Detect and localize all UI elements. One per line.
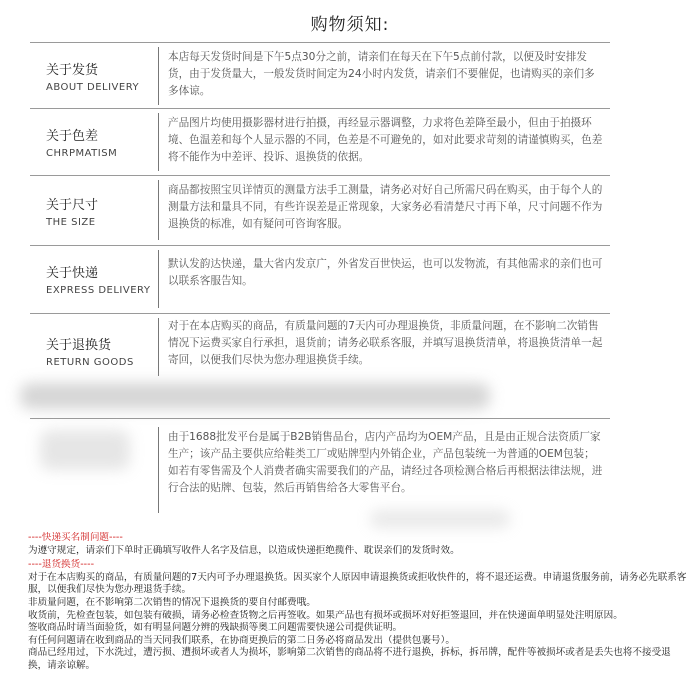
section-title-en: THE SIZE bbox=[46, 217, 96, 228]
blurred-region bbox=[370, 510, 510, 528]
section-delivery bbox=[30, 42, 610, 109]
notes-line: 签收商品时请当面验货，如有明显问题分辨的残缺损等奥工问题需要快递公司提供证明。 bbox=[28, 622, 403, 634]
section-label bbox=[46, 59, 139, 93]
notes-line: 非质量问题，在不影响第二次销售的情况下退换货的要自付邮费哦。 bbox=[28, 596, 316, 608]
notes-line: 对于在本店购买的商品，有质量问题的7天内可予办理退换货。因买家个人原因申请退换货或拒收快件的，将不退还运费。申请退货服务前，请务必先联系客服，以便我们尽快为您办理退货手续。 bbox=[28, 571, 687, 596]
divider bbox=[158, 113, 159, 171]
section-label bbox=[46, 125, 117, 159]
section-title-en: CHRPMATISM bbox=[46, 148, 118, 159]
section-title-cn: 关于快递 bbox=[46, 266, 99, 281]
section-label bbox=[46, 262, 150, 296]
blurred-region bbox=[20, 383, 490, 409]
section-text: 由于1688批发平台是属于B2B销售品台，店内产品均为OEM产品，且是由正规合法资质厂家生产；该产品主要供应给鞋类工厂或贴牌型内外销企业，产品包装统一为普通的OEM包装；如若有零售需及个人消费者确实需要我们的产品，请经过各项检测合格后再根据法律法规，进行合法的贴牌、包装，然后再销售给各大零售平台。 bbox=[168, 431, 603, 494]
section-label bbox=[46, 334, 134, 368]
divider bbox=[158, 427, 159, 513]
section-title-cn: 关于发货 bbox=[46, 63, 99, 78]
notes-heading-realname: ----快递买名制问题---- bbox=[28, 532, 123, 543]
section-label bbox=[46, 194, 98, 228]
section-text: 商品都按照宝贝详情页的测量方法手工测量，请务必对好自己所需尺码在购买，由于每个人的测量方法和量具不同，有些许误差是正常现象，大家务必看清楚尺寸再下单，尺寸问题不作为退换货的标准，如有疑问可咨询客服。 bbox=[168, 184, 603, 230]
divider bbox=[158, 250, 159, 308]
notes-line: 商品已经用过，下水洗过，遭污损、遭损坏或者人为损坏，影响第二次销售的商品将不进行退换，拆标，拆吊牌，配件等被损坏或者是丢失也将不接受退换，请亲谅解。 bbox=[28, 647, 671, 671]
section-color-difference bbox=[30, 108, 610, 176]
page-title: 购物须知: bbox=[310, 15, 390, 35]
section-text: 对于在本店购买的商品，有质量问题的7天内可办理退换货，非质量问题，在不影响二次销售情况下运费买家自行承担，退货前；请务必联系客服，并填写退换货清单，将退换货清单一起寄回，以便我们尽快为您办理退换货手续。 bbox=[168, 320, 603, 366]
section-text: 产品图片均使用摄影器材进行拍摄，再经显示器调整，力求将色差降至最小，但由于拍摄环境、色温差和每个人显示器的不同，色差是不可避免的，如对此要求苛刻的请谨慎购买，色差将不能作为中差评、投诉、退换货的依据。 bbox=[168, 117, 603, 163]
divider bbox=[158, 47, 159, 105]
blurred-region bbox=[40, 430, 130, 470]
section-title-cn: 关于尺寸 bbox=[46, 198, 99, 213]
section-title-en: EXPRESS DELIVERY bbox=[46, 285, 151, 296]
divider bbox=[158, 318, 159, 376]
shopping-notes bbox=[28, 532, 688, 673]
section-size bbox=[30, 175, 610, 246]
section-express bbox=[30, 245, 610, 314]
notes-line: 有任何问题请在收到商品的当天同我们联系，在协商更换后的第二日务必将商品发出（提供包裹号）。 bbox=[28, 634, 455, 646]
section-title-en: RETURN GOODS bbox=[46, 357, 134, 368]
section-text: 本店每天发货时间是下午5点30分之前，请亲们在每天在下午5点前付款，以便及时安排发货，由于发货量大，一般发货时间定为24小时内发货，请亲们不要催促，也请购买的亲们多多体谅。 bbox=[168, 51, 595, 97]
notes-heading-returns: ----退货换货---- bbox=[28, 559, 95, 571]
section-text: 默认发韵达快递，量大省内发京广，外省发百世快运，也可以发物流，有其他需求的亲们也可以联系客服告知。 bbox=[168, 258, 603, 287]
divider bbox=[158, 180, 159, 240]
section-title-cn: 关于退换货 bbox=[46, 338, 112, 353]
section-title-en: ABOUT DELIVERY bbox=[46, 82, 140, 93]
notes-line: 收货前，先检查包装，如包装有破损，请务必检查货物之后再签收。如果产品也有损坏或损坏对好拒签退回，并在快递面单明显处注明原因。 bbox=[28, 609, 623, 621]
notes-line: 为遵守规定，请亲们下单时正确填写收件人名字及信息，以造成快递拒绝揽件、耽误亲们的发货时效。 bbox=[28, 544, 460, 556]
section-title-cn: 关于色差 bbox=[46, 129, 99, 144]
